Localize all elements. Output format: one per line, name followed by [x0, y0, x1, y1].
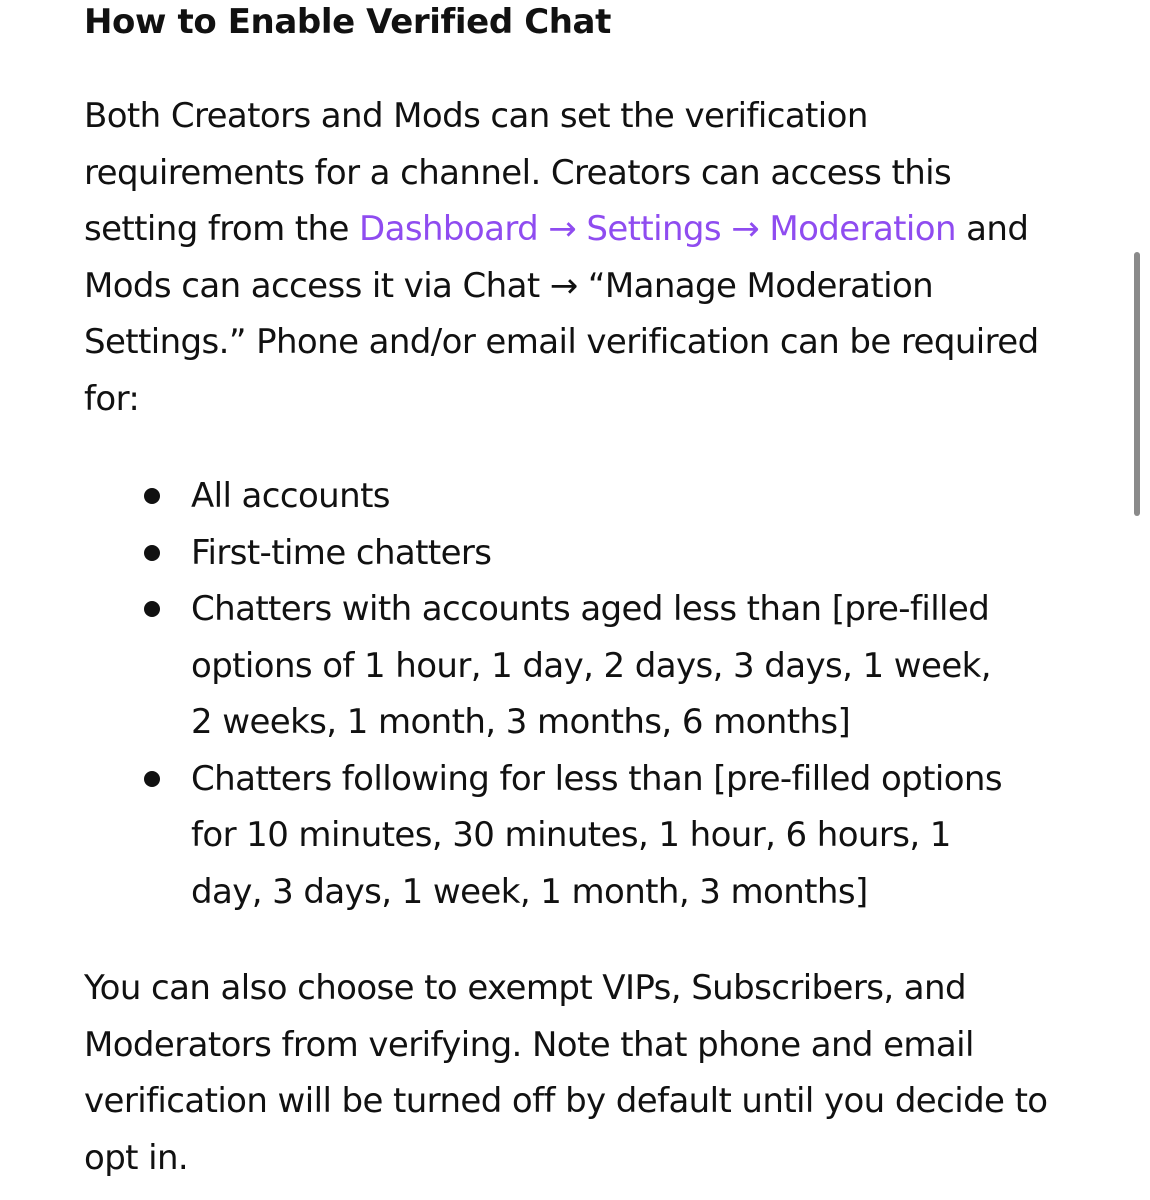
closing-paragraph: You can also choose to exempt VIPs, Subscribers, and Moderators from verifying. Note that phone and email verification will be turned off by default until you decide to opt in. [84, 968, 1048, 1178]
bullet-icon [144, 771, 160, 787]
bullet-icon [144, 488, 160, 504]
intro-text-start: Both Creators and Mods can set the verification requirements for a channel. Creators can access this setting from the [84, 96, 952, 249]
dashboard-settings-moderation-link[interactable]: Dashboard → Settings → Moderation [359, 209, 956, 249]
list-item-text: First-time chatters [191, 532, 492, 573]
section-heading: How to Enable Verified Chat [84, 2, 611, 42]
bullet-icon [144, 545, 160, 561]
list-item-text: Chatters with accounts aged less than [pre-filled options of 1 hour, 1 day, 2 days, 3 days, 1 week, 2 weeks, 1 month, 3 months, 6 months] [191, 589, 991, 742]
intro-text-end: and Mods can access it via Chat → “Manage Moderation Settings.” Phone and/or email verification can be required for: [84, 209, 1039, 419]
vertical-scrollbar[interactable] [1134, 252, 1140, 516]
list-item [84, 525, 1011, 582]
list-item [84, 468, 1011, 525]
bullet-icon [144, 601, 160, 617]
verification-options-list [84, 468, 1084, 920]
list-item [84, 751, 1011, 921]
article-content [84, 0, 1084, 1186]
list-item-text: All accounts [191, 476, 390, 516]
intro-paragraph [84, 88, 1074, 427]
list-item [84, 581, 1011, 751]
list-item-text: Chatters following for less than [pre-filled options for 10 minutes, 30 minutes, 1 hour, 6 hours, 1 day, 3 days, 1 week, 1 month, 3 months] [191, 758, 1002, 912]
